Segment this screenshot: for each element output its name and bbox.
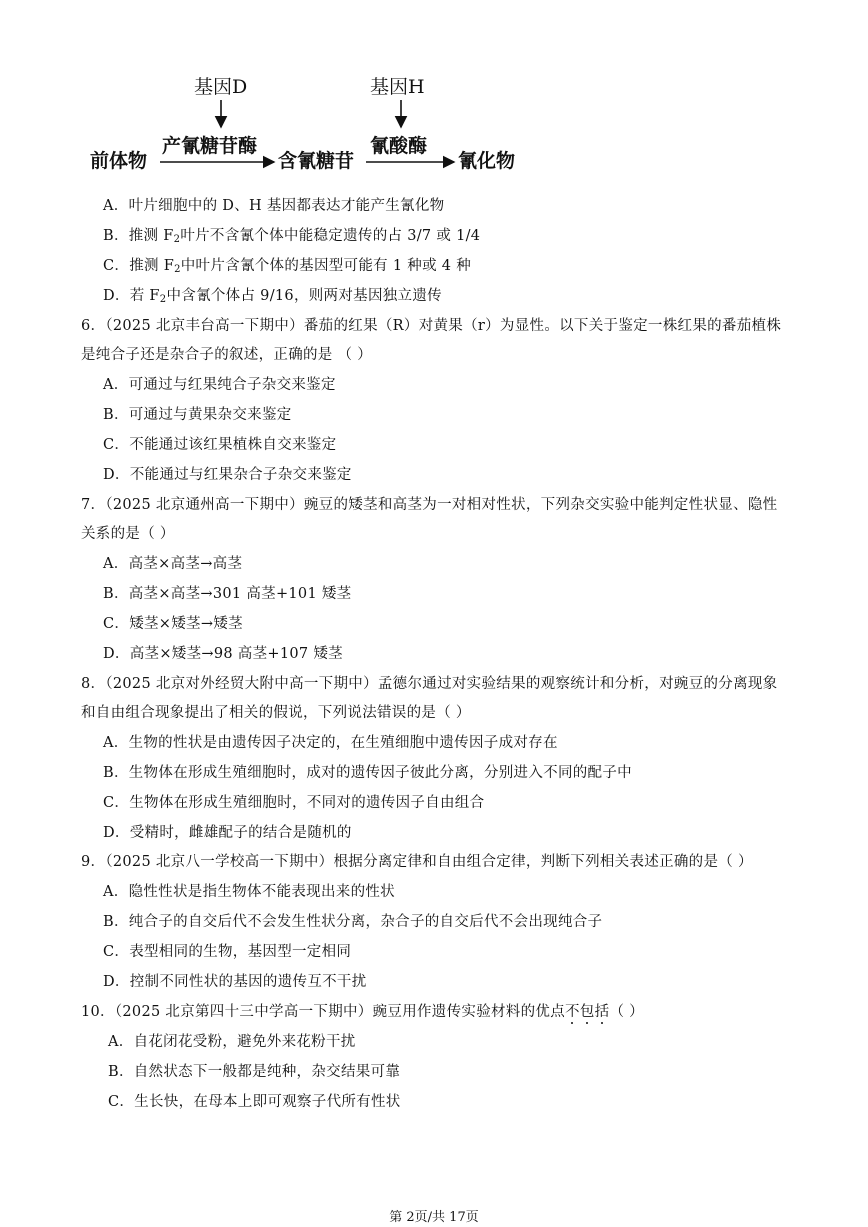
emphasis-char: 括 bbox=[594, 1004, 610, 1020]
q6-option-c: C．不能通过该红果植株自交来鉴定 bbox=[103, 437, 337, 453]
q10-option-b: B．自然状态下一般都是纯种，杂交结果可靠 bbox=[108, 1064, 401, 1080]
precursor-label: 前体物 bbox=[90, 150, 148, 172]
pathway-arrows bbox=[86, 70, 546, 180]
enzyme-2-label: 氰酸酶 bbox=[370, 135, 428, 157]
q10-stem: 10．（2025 北京第四十三中学高一下期中）豌豆用作遗传实验材料的优点不包括（ ） bbox=[81, 1004, 644, 1020]
q9-option-c: C．表型相同的生物，基因型一定相同 bbox=[103, 944, 352, 960]
intermediate-label: 含氰糖苷 bbox=[278, 150, 355, 172]
q9-option-a: A．隐性性状是指生物体不能表现出来的性状 bbox=[103, 884, 395, 900]
q8-option-d: D．受精时，雌雄配子的结合是随机的 bbox=[103, 825, 352, 841]
emphasis-char: 包 bbox=[579, 1004, 595, 1020]
q9-option-d: D．控制不同性状的基因的遗传互不干扰 bbox=[103, 974, 367, 990]
gene-d-label: 基因D bbox=[194, 76, 248, 98]
q8-stem-line-1: 8．（2025 北京对外经贸大附中高一下期中）孟德尔通过对实验结果的观察统计和分析，对豌豆的分离现象 bbox=[81, 676, 778, 692]
emphasis-char: 不 bbox=[565, 1004, 580, 1020]
q9-option-b: B．纯合子的自交后代不会发生性状分离，杂合子的自交后代不会出现纯合子 bbox=[103, 914, 603, 930]
q5-option-a: A．叶片细胞中的 D、H 基因都表达才能产生氰化物 bbox=[103, 198, 445, 214]
page-footer: 第 2页/共 17页 bbox=[389, 1210, 479, 1225]
q7-option-d: D．高茎×矮茎→98 高茎+107 矮茎 bbox=[103, 646, 343, 662]
q7-option-c: C．矮茎×矮茎→矮茎 bbox=[103, 616, 243, 632]
cyanide-pathway-diagram bbox=[86, 70, 546, 180]
enzyme-1-label: 产氰糖苷酶 bbox=[162, 135, 258, 157]
q6-option-b: B．可通过与黄果杂交来鉴定 bbox=[103, 407, 292, 423]
q9-stem: 9．（2025 北京八一学校高一下期中）根据分离定律和自由组合定律，判断下列相关表述正确的是（ ） bbox=[81, 854, 753, 870]
q8-option-c: C．生物体在形成生殖细胞时，不同对的遗传因子自由组合 bbox=[103, 795, 485, 811]
q6-option-a: A．可通过与红果纯合子杂交来鉴定 bbox=[103, 377, 336, 393]
q7-option-b: B．高茎×高茎→301 高茎+101 矮茎 bbox=[103, 586, 352, 602]
q6-stem-line-1: 6．（2025 北京丰台高一下期中）番茄的红果（R）对黄果（r）为显性。以下关于鉴定一株红果的番茄植株 bbox=[81, 318, 782, 334]
q5-option-d: D．若 $F_2$中含氰个体占 9/16，则两对基因独立遗传 bbox=[103, 288, 442, 305]
q7-option-a: A．高茎×高茎→高茎 bbox=[103, 556, 243, 572]
q8-option-b: B．生物体在形成生殖细胞时，成对的遗传因子彼此分离，分别进入不同的配子中 bbox=[103, 765, 632, 781]
q6-stem-line-2: 是纯合子还是杂合子的叙述，正确的是 （ ） bbox=[81, 347, 373, 363]
q8-stem-line-2: 和自由组合现象提出了相关的假说，下列说法错误的是（ ） bbox=[81, 705, 471, 721]
q7-stem-line-2: 关系的是（ ） bbox=[81, 526, 175, 542]
q5-option-b: B．推测 $F_2$叶片不含氰个体中能稳定遗传的占 3/7 或 1/4 bbox=[103, 228, 481, 245]
q8-option-a: A．生物的性状是由遗传因子决定的，在生殖细胞中遗传因子成对存在 bbox=[103, 735, 558, 751]
q10-option-a: A．自花闭花受粉，避免外来花粉干扰 bbox=[108, 1034, 356, 1050]
gene-h-label: 基因H bbox=[370, 76, 425, 98]
q10-option-c: C．生长快，在母本上即可观察子代所有性状 bbox=[108, 1094, 401, 1110]
q5-option-c: C．推测 $F_2$中叶片含氰个体的基因型可能有 1 种或 4 种 bbox=[103, 258, 472, 275]
product-label: 氰化物 bbox=[458, 150, 516, 172]
q6-option-d: D．不能通过与红果杂合子杂交来鉴定 bbox=[103, 467, 352, 483]
q7-stem-line-1: 7．（2025 北京通州高一下期中）豌豆的矮茎和高茎为一对相对性状，下列杂交实验中能判定性状显、隐性 bbox=[81, 497, 778, 513]
